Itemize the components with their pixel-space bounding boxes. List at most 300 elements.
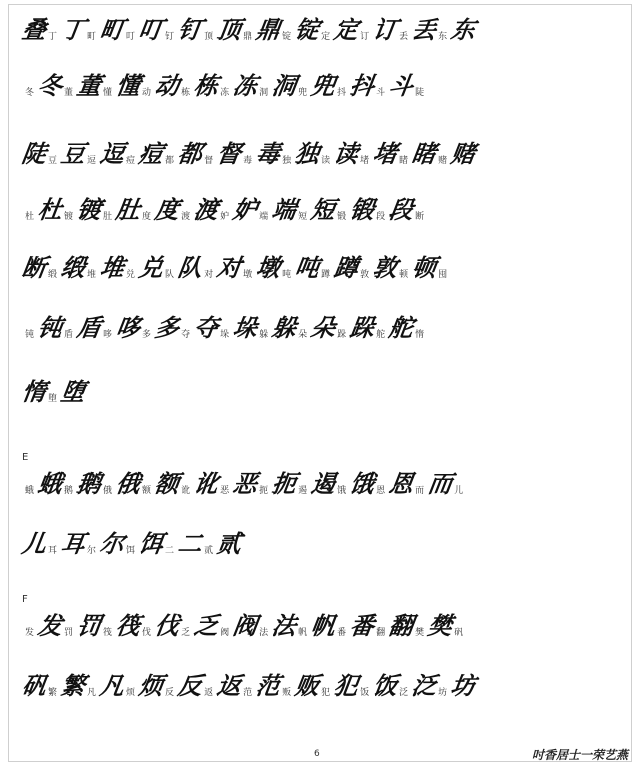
standard-character: 尔 [87, 546, 97, 556]
standard-character: 返 [204, 688, 214, 698]
standard-character: 凡 [87, 688, 97, 698]
character-pair [217, 254, 254, 282]
standard-character: 顿 [399, 270, 409, 280]
calligraphy-character: 返 [215, 671, 243, 700]
character-pair [61, 672, 98, 700]
calligraphy-character: 冬 [36, 71, 64, 100]
standard-character: 町 [87, 32, 97, 42]
standard-character: 夺 [181, 330, 191, 340]
standard-character: 繁 [48, 688, 58, 698]
signature: 吋香居士一荣艺燕 [531, 748, 628, 762]
calligraphy-character: 独 [293, 139, 321, 168]
standard-character: 缎 [48, 270, 58, 280]
standard-character: 抖 [337, 88, 347, 98]
calligraphy-character: 锻 [348, 195, 376, 224]
standard-character: 垛 [220, 330, 230, 340]
character-pair [178, 16, 215, 44]
standard-character: 冬 [25, 88, 35, 98]
character-pair [178, 530, 215, 558]
calligraphy-row [22, 530, 622, 558]
standard-character: 贰 [204, 546, 214, 556]
character-pair [295, 16, 332, 44]
character-pair [22, 254, 59, 282]
character-pair [22, 530, 59, 558]
character-pair [412, 16, 449, 44]
character-pair [61, 140, 98, 168]
character-pair [295, 254, 332, 282]
standard-character: 讹 [181, 486, 191, 496]
character-pair [389, 314, 426, 342]
character-pair [350, 196, 387, 224]
standard-character: 乏 [181, 628, 191, 638]
standard-character: 丁 [48, 32, 58, 42]
calligraphy-character: 堵 [371, 139, 399, 168]
character-pair [373, 16, 410, 44]
standard-character: 丢 [399, 32, 409, 42]
calligraphy-row [22, 196, 622, 224]
calligraphy-row [22, 470, 622, 498]
character-pair [350, 612, 387, 640]
character-pair [373, 254, 410, 282]
character-pair [139, 530, 176, 558]
character-pair [350, 72, 387, 100]
standard-character: 额 [142, 486, 152, 496]
standard-character: 顶 [204, 32, 214, 42]
calligraphy-character: 叮 [137, 15, 165, 44]
calligraphy-character: 犯 [332, 671, 360, 700]
standard-character: 恩 [376, 486, 386, 496]
calligraphy-character: 尔 [98, 529, 126, 558]
calligraphy-character: 二 [176, 529, 204, 558]
section-letter-e: E [22, 452, 29, 463]
calligraphy-character: 饵 [137, 529, 165, 558]
calligraphy-character: 冻 [231, 71, 259, 100]
calligraphy-character: 贰 [215, 529, 243, 558]
character-pair [61, 16, 98, 44]
character-pair [215, 529, 243, 558]
calligraphy-character: 泛 [410, 671, 438, 700]
standard-character: 兑 [126, 270, 136, 280]
character-pair [100, 530, 137, 558]
standard-character: 饭 [360, 688, 370, 698]
standard-character: 惰 [415, 330, 425, 340]
character-pair [449, 15, 477, 44]
standard-character: 东 [438, 32, 448, 42]
calligraphy-character: 烦 [137, 671, 165, 700]
standard-character: 陡 [415, 88, 425, 98]
calligraphy-character: 繁 [59, 671, 87, 700]
standard-character: 队 [165, 270, 175, 280]
calligraphy-character: 而 [426, 469, 454, 498]
calligraphy-character: 凡 [98, 671, 126, 700]
calligraphy-character: 乏 [192, 611, 220, 640]
standard-character: 伐 [142, 628, 152, 638]
standard-character: 度 [142, 212, 152, 222]
standard-character: 冻 [220, 88, 230, 98]
character-pair [22, 672, 59, 700]
character-pair [77, 196, 114, 224]
calligraphy-character: 朵 [309, 313, 337, 342]
character-pair [389, 196, 426, 224]
character-pair [428, 612, 465, 640]
character-pair [412, 140, 449, 168]
standard-character: 哆 [103, 330, 113, 340]
character-pair [155, 72, 192, 100]
character-pair [334, 672, 371, 700]
calligraphy-character: 阀 [231, 611, 259, 640]
character-pair [334, 140, 371, 168]
character-pair [116, 470, 153, 498]
character-pair [428, 470, 465, 498]
character-pair [116, 612, 153, 640]
calligraphy-character: 反 [176, 671, 204, 700]
character-pair [38, 470, 75, 498]
standard-character: 订 [360, 32, 370, 42]
standard-character: 囤 [438, 270, 448, 280]
calligraphy-character: 钉 [176, 15, 204, 44]
character-pair [217, 140, 254, 168]
character-pair [272, 470, 309, 498]
calligraphy-character: 耳 [59, 529, 87, 558]
calligraphy-character: 罚 [75, 611, 103, 640]
character-pair [59, 377, 87, 406]
calligraphy-character: 豆 [59, 139, 87, 168]
standard-character: 饵 [126, 546, 136, 556]
standard-character: 董 [64, 88, 74, 98]
standard-character: 矾 [454, 628, 464, 638]
standard-character: 都 [165, 156, 175, 166]
character-pair [194, 612, 231, 640]
standard-character: 遏 [298, 486, 308, 496]
standard-character: 洞 [259, 88, 269, 98]
calligraphy-character: 帆 [309, 611, 337, 640]
standard-character: 堆 [87, 270, 97, 280]
character-pair [272, 612, 309, 640]
character-pair [155, 470, 192, 498]
standard-character: 杜 [25, 212, 35, 222]
character-pair [449, 671, 477, 700]
calligraphy-character: 矾 [20, 671, 48, 700]
standard-character: 跺 [337, 330, 347, 340]
calligraphy-character: 东 [449, 15, 477, 44]
character-pair [38, 196, 75, 224]
standard-character: 朵 [298, 330, 308, 340]
calligraphy-character: 顿 [410, 253, 438, 282]
standard-character: 法 [259, 628, 269, 638]
standard-character: 肚 [103, 212, 113, 222]
standard-character: 儿 [454, 486, 464, 496]
standard-character: 督 [204, 156, 214, 166]
character-pair [61, 530, 98, 558]
calligraphy-character: 番 [348, 611, 376, 640]
calligraphy-character: 缎 [59, 253, 87, 282]
character-pair [22, 140, 59, 168]
character-pair [233, 470, 270, 498]
character-pair [22, 486, 36, 498]
character-pair [194, 314, 231, 342]
standard-character: 毒 [243, 156, 253, 166]
calligraphy-character: 端 [270, 195, 298, 224]
calligraphy-character: 短 [309, 195, 337, 224]
character-pair [389, 470, 426, 498]
character-pair [155, 612, 192, 640]
standard-character: 鼎 [243, 32, 253, 42]
standard-character: 反 [165, 688, 175, 698]
calligraphy-character: 樊 [426, 611, 454, 640]
calligraphy-character: 发 [36, 611, 64, 640]
calligraphy-character: 洞 [270, 71, 298, 100]
standard-character: 舵 [376, 330, 386, 340]
character-pair [116, 314, 153, 342]
calligraphy-character: 墩 [254, 253, 282, 282]
standard-character: 独 [282, 156, 292, 166]
character-pair [100, 672, 137, 700]
character-pair [116, 72, 153, 100]
standard-character: 堕 [48, 394, 58, 404]
character-pair [77, 470, 114, 498]
calligraphy-character: 渡 [192, 195, 220, 224]
calligraphy-character: 肚 [114, 195, 142, 224]
calligraphy-character: 筏 [114, 611, 142, 640]
calligraphy-character: 贩 [293, 671, 321, 700]
calligraphy-character: 蛾 [36, 469, 64, 498]
standard-character: 赌 [438, 156, 448, 166]
character-pair [233, 314, 270, 342]
standard-character: 吨 [282, 270, 292, 280]
standard-character: 定 [321, 32, 331, 42]
calligraphy-character: 抖 [348, 71, 376, 100]
calligraphy-character: 舵 [387, 313, 415, 342]
calligraphy-character: 都 [176, 139, 204, 168]
calligraphy-character: 定 [332, 15, 360, 44]
standard-character: 豆 [48, 156, 58, 166]
character-pair [412, 672, 449, 700]
calligraphy-row [22, 314, 622, 342]
character-pair [373, 672, 410, 700]
page-number: 6 [314, 749, 320, 759]
standard-character: 贩 [282, 688, 292, 698]
character-pair [77, 314, 114, 342]
calligraphy-row [22, 378, 622, 406]
character-pair [233, 72, 270, 100]
standard-character: 罚 [64, 628, 74, 638]
calligraphy-row [22, 140, 622, 168]
standard-character: 范 [243, 688, 253, 698]
character-pair [217, 16, 254, 44]
calligraphy-character: 钝 [36, 313, 64, 342]
standard-character: 叮 [126, 32, 136, 42]
calligraphy-character: 伐 [153, 611, 181, 640]
calligraphy-character: 陡 [20, 139, 48, 168]
character-pair [100, 16, 137, 44]
standard-character: 渡 [181, 212, 191, 222]
calligraphy-character: 吨 [293, 253, 321, 282]
calligraphy-character: 堕 [59, 377, 87, 406]
character-pair [194, 72, 231, 100]
calligraphy-character: 坊 [449, 671, 477, 700]
standard-character: 扼 [259, 486, 269, 496]
character-pair [256, 672, 293, 700]
standard-character: 断 [415, 212, 425, 222]
calligraphy-row [22, 254, 622, 282]
standard-character: 锻 [337, 212, 347, 222]
calligraphy-character: 栋 [192, 71, 220, 100]
character-pair [22, 88, 36, 100]
standard-character: 樊 [415, 628, 425, 638]
standard-character: 犯 [321, 688, 331, 698]
standard-character: 短 [298, 212, 308, 222]
character-pair [311, 612, 348, 640]
calligraphy-character: 扼 [270, 469, 298, 498]
standard-character: 妒 [220, 212, 230, 222]
standard-character: 鹅 [64, 486, 74, 496]
standard-character: 端 [259, 212, 269, 222]
character-pair [22, 212, 36, 224]
standard-character: 躲 [259, 330, 269, 340]
character-pair [233, 612, 270, 640]
character-pair [22, 16, 59, 44]
standard-character: 多 [142, 330, 152, 340]
calligraphy-character: 讹 [192, 469, 220, 498]
character-pair [256, 254, 293, 282]
standard-character: 帆 [298, 628, 308, 638]
calligraphy-character: 饿 [348, 469, 376, 498]
calligraphy-character: 锭 [293, 15, 321, 44]
calligraphy-character: 翻 [387, 611, 415, 640]
calligraphy-character: 范 [254, 671, 282, 700]
standard-character: 镀 [64, 212, 74, 222]
calligraphy-character: 度 [153, 195, 181, 224]
character-pair [256, 16, 293, 44]
character-pair [334, 16, 371, 44]
standard-character: 锭 [282, 32, 292, 42]
character-pair [311, 314, 348, 342]
standard-character: 对 [204, 270, 214, 280]
calligraphy-character: 夺 [192, 313, 220, 342]
calligraphy-character: 顶 [215, 15, 243, 44]
character-pair [350, 470, 387, 498]
character-pair [311, 72, 348, 100]
calligraphy-character: 兜 [309, 71, 337, 100]
calligraphy-character: 赌 [449, 139, 477, 168]
standard-character: 逗 [87, 156, 97, 166]
character-pair [77, 72, 114, 100]
character-pair [272, 196, 309, 224]
standard-character: 阀 [220, 628, 230, 638]
calligraphy-row [22, 612, 622, 640]
character-pair [311, 196, 348, 224]
standard-character: 泛 [399, 688, 409, 698]
calligraphy-character: 队 [176, 253, 204, 282]
calligraphy-character: 丢 [410, 15, 438, 44]
standard-character: 翻 [376, 628, 386, 638]
standard-character: 兜 [298, 88, 308, 98]
standard-character: 读 [321, 156, 331, 166]
character-pair [116, 196, 153, 224]
calligraphy-character: 懂 [114, 71, 142, 100]
standard-character: 懂 [103, 88, 113, 98]
calligraphy-row [22, 16, 622, 44]
standard-character: 烦 [126, 688, 136, 698]
calligraphy-character: 盾 [75, 313, 103, 342]
calligraphy-character: 法 [270, 611, 298, 640]
character-pair [178, 672, 215, 700]
character-pair [100, 140, 137, 168]
calligraphy-character: 儿 [20, 529, 48, 558]
standard-character: 痘 [126, 156, 136, 166]
standard-character: 敦 [360, 270, 370, 280]
calligraphy-character: 段 [387, 195, 415, 224]
character-pair [449, 139, 477, 168]
character-pair [412, 254, 449, 282]
calligraphy-character: 恩 [387, 469, 415, 498]
calligraphy-character: 敦 [371, 253, 399, 282]
character-pair [295, 672, 332, 700]
standard-character: 二 [165, 546, 175, 556]
calligraphy-character: 堆 [98, 253, 126, 282]
standard-character: 钉 [165, 32, 175, 42]
standard-character: 栋 [181, 88, 191, 98]
calligraphy-character: 睹 [410, 139, 438, 168]
calligraphy-character: 读 [332, 139, 360, 168]
calligraphy-character: 兑 [137, 253, 165, 282]
section-letter-f: F [22, 594, 28, 605]
character-pair [373, 140, 410, 168]
character-pair [38, 72, 75, 100]
standard-character: 动 [142, 88, 152, 98]
standard-character: 番 [337, 628, 347, 638]
calligraphy-character: 町 [98, 15, 126, 44]
character-pair [22, 628, 36, 640]
character-pair [311, 470, 348, 498]
character-pair [389, 72, 426, 100]
standard-character: 段 [376, 212, 386, 222]
standard-character: 钝 [25, 330, 35, 340]
standard-character: 蹲 [321, 270, 331, 280]
calligraphy-character: 额 [153, 469, 181, 498]
calligraphy-character: 动 [153, 71, 181, 100]
character-pair [155, 196, 192, 224]
standard-character: 坊 [438, 688, 448, 698]
standard-character: 墩 [243, 270, 253, 280]
character-pair [22, 330, 36, 342]
standard-character: 而 [415, 486, 425, 496]
character-pair [100, 254, 137, 282]
calligraphy-character: 督 [215, 139, 243, 168]
standard-character: 恶 [220, 486, 230, 496]
character-pair [178, 140, 215, 168]
calligraphy-character: 躲 [270, 313, 298, 342]
standard-character: 斗 [376, 88, 386, 98]
calligraphy-character: 对 [215, 253, 243, 282]
calligraphy-character: 遏 [309, 469, 337, 498]
calligraphy-character: 痘 [137, 139, 165, 168]
character-pair [22, 378, 59, 406]
calligraphy-row [22, 72, 622, 100]
calligraphy-character: 跺 [348, 313, 376, 342]
standard-character: 蛾 [25, 486, 35, 496]
standard-character: 俄 [103, 486, 113, 496]
character-pair [38, 612, 75, 640]
calligraphy-character: 叠 [20, 15, 48, 44]
character-pair [194, 470, 231, 498]
calligraphy-character: 哆 [114, 313, 142, 342]
calligraphy-row [22, 672, 622, 700]
character-pair [334, 254, 371, 282]
calligraphy-character: 毒 [254, 139, 282, 168]
standard-character: 发 [25, 628, 35, 638]
character-pair [389, 612, 426, 640]
